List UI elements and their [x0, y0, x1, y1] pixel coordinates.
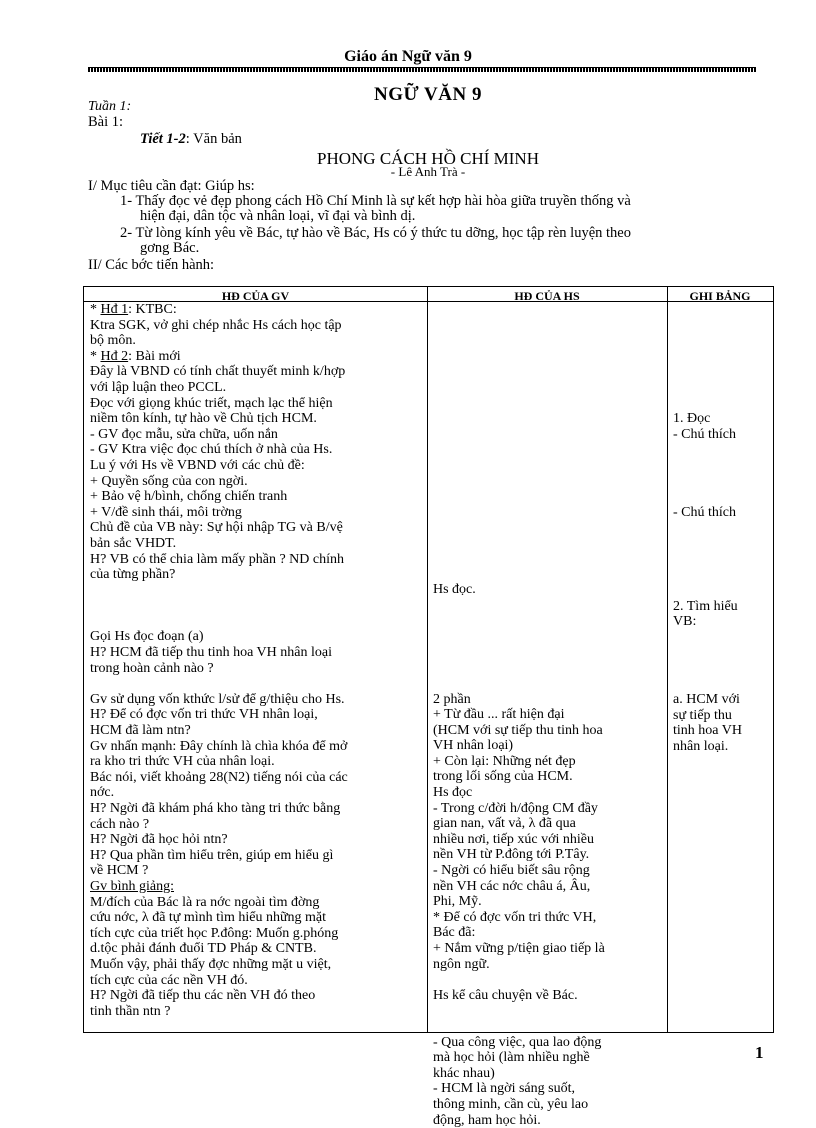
student-activity-line — [433, 598, 665, 614]
page-number: 1 — [755, 1043, 764, 1062]
line-text: HCM đã làm ntn? — [90, 723, 191, 739]
steps-heading: II/ Các bớc tiến hành: — [88, 257, 215, 273]
board-note-line — [673, 645, 771, 661]
teacher-activity-line — [90, 973, 424, 989]
teacher-activity-line — [90, 801, 424, 817]
line-text: bản sắc VHDT. — [90, 535, 177, 551]
student-activity-line: nền VH các nớc châu á, Âu, — [433, 878, 591, 894]
student-activity-line: nền VH từ P.đông tới P.Tây. — [433, 847, 590, 863]
line-text: - GV Ktra việc đọc chú thích ở nhà của Hs. — [90, 442, 333, 458]
student-activity-line: Hs đọc — [433, 785, 473, 801]
student-activity-line: * Để có đợc vốn tri thức VH, — [433, 909, 597, 925]
teacher-activity-line — [90, 739, 424, 755]
student-activity-line — [433, 551, 665, 567]
teacher-activity-line — [90, 567, 424, 583]
student-activity-line: động, ham học hỏi. — [433, 1112, 541, 1128]
teacher-activity-line — [90, 832, 424, 848]
student-activity-line — [433, 972, 665, 988]
student-activity-line — [433, 473, 665, 489]
column-divider — [667, 287, 668, 1032]
board-note-line — [673, 443, 771, 459]
teacher-activity-line — [90, 536, 424, 552]
section-title: PHONG CÁCH HỒ CHÍ MINH — [317, 149, 539, 168]
line-text: Gọi Hs đọc đoạn (a) — [90, 629, 204, 645]
teacher-activity-line — [90, 817, 424, 833]
board-note-line: 1. Đọc — [673, 411, 711, 427]
student-activity-line — [433, 536, 665, 552]
column-header-teacher: HĐ CỦA GV — [221, 289, 290, 300]
objectives-heading: I/ Mục tiêu cần đạt: Giúp hs: — [88, 178, 255, 194]
teacher-activity-line — [90, 380, 424, 396]
board-note-line — [673, 552, 771, 568]
teacher-activity-line — [90, 520, 424, 536]
teacher-activity-line — [90, 770, 424, 786]
student-activity-line: (HCM với sự tiếp thu tinh hoa — [433, 722, 603, 738]
line-text: Gv sử dụng vốn kthức l/sử để g/thiệu cho Hs. — [90, 691, 345, 707]
board-note-line — [673, 521, 771, 537]
line-text: H? Ngời đã khám phá kho tàng tri thức bằng — [90, 801, 341, 816]
underlined-label: Hđ 1 — [100, 302, 129, 317]
teacher-activity-line — [90, 754, 424, 770]
teacher-activity-line — [90, 396, 424, 412]
student-activity-line: - Qua công việc, qua lao động — [433, 1034, 602, 1050]
lesson-label: Bài 1: — [88, 114, 124, 130]
line-text: H? Qua phần tìm hiểu trên, giúp em hiểu gì — [90, 847, 334, 863]
line-text: Đọc với giọng khúc triết, mạch lạc thể hiện — [90, 395, 333, 411]
column-divider — [427, 287, 428, 1032]
board-note-line: 2. Tìm hiểu — [673, 598, 738, 614]
teacher-activity-line — [90, 442, 424, 458]
line-text: tích cực của triết học P.đông: Muốn g.phóng — [90, 925, 339, 941]
student-activity-line: Hs đọc. — [433, 582, 476, 598]
teacher-activity-line — [90, 505, 424, 521]
teacher-activity-line — [90, 988, 424, 1004]
period-label: Tiết 1-2 — [140, 131, 186, 147]
board-note-line — [673, 567, 771, 583]
student-activity-line — [433, 458, 665, 474]
teacher-activity-line — [90, 848, 424, 864]
student-activity-line — [433, 1003, 665, 1019]
student-activity-line: mà học hỏi (làm nhiều nghề — [433, 1050, 590, 1066]
line-text: tinh thần ntn ? — [90, 1003, 171, 1019]
student-activity-line — [433, 1019, 665, 1035]
student-activity-line: nhiều nơi, tiếp xúc với nhiều — [433, 831, 594, 847]
teacher-activity-line — [90, 879, 424, 895]
teacher-activity-line — [90, 302, 424, 318]
board-note-line — [673, 365, 771, 381]
student-activity-line — [433, 676, 665, 692]
line-text: của từng phần? — [90, 567, 176, 583]
board-note-line: tinh hoa VH — [673, 723, 742, 739]
author: - Lê Anh Trà - — [390, 164, 466, 179]
teacher-activity-line — [90, 895, 424, 911]
objective-1-line-1: 1- Thấy đọc vẻ đẹp phong cách Hồ Chí Minh là sự kết hợp hài hòa giữa truyền thống và — [120, 193, 631, 209]
teacher-activity-line — [90, 785, 424, 801]
header-title: Giáo án Ngữ văn 9 — [344, 48, 472, 65]
student-activity-line — [433, 660, 665, 676]
line-text: + V/đề sinh thái, môi trờng — [90, 504, 242, 520]
line-text: M/đích của Bác là ra nớc ngoài tìm đờng — [90, 894, 320, 910]
teacher-activity-line — [90, 349, 424, 365]
board-note-line — [673, 396, 771, 412]
teacher-activity-line — [90, 863, 424, 879]
line-text: ra kho tri thức VH của nhân loại. — [90, 754, 275, 770]
teacher-activity-line — [90, 707, 424, 723]
line-text: d.tộc phải đánh đuổi TD Pháp & CNTB. — [90, 941, 317, 957]
line-text: trong hoàn cảnh nào ? — [90, 660, 214, 676]
board-note-line — [673, 349, 771, 365]
student-activity-line: VH nhân loại) — [433, 738, 514, 754]
student-activity-line — [433, 504, 665, 520]
board-note-line — [673, 474, 771, 490]
line-text: cách nào ? — [90, 816, 150, 832]
student-activity-line — [433, 629, 665, 645]
teacher-activity-line — [90, 474, 424, 490]
period-text: : Văn bản — [185, 131, 242, 147]
board-note-line — [673, 676, 771, 692]
line-text: Lu ý với Hs về VBND với các chủ đề: — [90, 457, 305, 473]
student-activity-line: ngôn ngữ. — [433, 956, 490, 972]
teacher-activity-line — [90, 598, 424, 614]
board-note-line — [673, 661, 771, 677]
column-header-student: HĐ CỦA HS — [514, 289, 580, 300]
teacher-activity-line — [90, 692, 424, 708]
teacher-activity-line — [90, 427, 424, 443]
line-text: : Bài mới — [128, 348, 181, 364]
student-activity-line: 2 phần — [433, 691, 471, 707]
teacher-activity-line — [90, 614, 424, 630]
teacher-activity-line — [90, 676, 424, 692]
underlined-label: Hđ 2 — [100, 348, 129, 364]
student-activity-line: khác nhau) — [433, 1065, 495, 1081]
line-text: H? VB có thể chia làm mấy phần ? ND chính — [90, 551, 345, 567]
line-text: tích cực của các nền VH đó. — [90, 972, 248, 988]
teacher-activity-column — [90, 302, 424, 1019]
week-label: Tuần 1: — [88, 99, 132, 114]
line-text: nớc. — [90, 785, 115, 801]
teacher-activity-line — [90, 645, 424, 661]
objective-2-line-2: gơng Bác. — [140, 240, 200, 256]
student-activity-line — [433, 442, 665, 458]
teacher-activity-line — [90, 661, 424, 677]
teacher-activity-line — [90, 723, 424, 739]
column-header-board: GHI BẢNG — [689, 289, 751, 300]
student-activity-line: + Từ đầu ... rất hiện đại — [433, 707, 565, 723]
student-activity-line: + Còn lại: Những nét đẹp — [433, 753, 576, 769]
student-activity-line: trong lối sống của HCM. — [433, 769, 573, 785]
line-text: bộ môn. — [90, 333, 136, 349]
board-note-line — [673, 583, 771, 599]
student-activity-line: Hs kể câu chuyện về Bác. — [433, 987, 578, 1003]
student-activity-line — [433, 520, 665, 536]
teacher-activity-line — [90, 364, 424, 380]
teacher-activity-line — [90, 552, 424, 568]
teacher-activity-line — [90, 629, 424, 645]
line-text: niềm tôn kính, tự hào về Chủ tịch HCM. — [90, 411, 317, 427]
student-activity-line — [433, 489, 665, 505]
teacher-activity-line — [90, 489, 424, 505]
board-note-line — [673, 489, 771, 505]
underlined-label: Gv bình giảng: — [90, 878, 174, 894]
teacher-activity-line — [90, 333, 424, 349]
teacher-activity-line — [90, 941, 424, 957]
board-notes-column — [673, 349, 771, 754]
board-note-line: a. HCM với — [673, 692, 740, 708]
board-note-line — [673, 380, 771, 396]
teacher-activity-line — [90, 458, 424, 474]
line-text: : KTBC: — [128, 302, 177, 317]
board-note-line: sự tiếp thu — [673, 707, 732, 723]
student-activity-line: - Trong c/đời h/động CM đầy — [433, 800, 598, 816]
teacher-activity-line — [90, 957, 424, 973]
line-text: Bác nói, viết khoảng 28(N2) tiếng nói của các — [90, 769, 348, 785]
line-text: H? Để có đợc vốn tri thức VH nhân loại, — [90, 707, 318, 723]
teacher-activity-line — [90, 411, 424, 427]
line-text: * — [90, 302, 101, 317]
board-note-line: - Chú thích — [673, 426, 736, 442]
student-activity-line — [433, 567, 665, 583]
line-text: * — [90, 348, 101, 364]
student-activity-line — [433, 645, 665, 661]
period-line — [140, 131, 242, 147]
line-text: Gv nhấn mạnh: Đây chính là chìa khóa để mở — [90, 738, 348, 754]
line-text: - GV đọc mẫu, sửa chữa, uốn nắn — [90, 426, 278, 442]
lesson-table — [83, 286, 774, 1128]
board-note-line: - Chú thích — [673, 504, 736, 520]
board-note-line — [673, 630, 771, 646]
board-note-line: nhân loại. — [673, 738, 729, 754]
teacher-activity-line — [90, 926, 424, 942]
line-text: + Bảo vệ h/bình, chống chiến tranh — [90, 489, 288, 505]
line-text: cứu nớc, λ đã tự mình tìm hiểu những mặt — [90, 910, 327, 926]
student-activity-line: thông minh, cần cù, yêu lao — [433, 1096, 589, 1112]
student-activity-line: gian nan, vất vả, λ đã qua — [433, 816, 576, 832]
board-note-line — [673, 536, 771, 552]
teacher-activity-line — [90, 318, 424, 334]
line-text: H? Ngời đã học hỏi ntn? — [90, 832, 228, 848]
teacher-activity-line — [90, 910, 424, 926]
student-activity-line: Bác đã: — [433, 925, 476, 941]
board-note-line: VB: — [673, 614, 697, 630]
student-activity-column — [433, 442, 665, 1128]
line-text: Ktra SGK, vở ghi chép nhắc Hs cách học tập — [90, 317, 342, 333]
objective-2-line-1: 2- Từ lòng kính yêu về Bác, tự hào về Bác, Hs có ý thức tu dỡng, học tập rèn luyện theo — [120, 225, 631, 241]
line-text: về HCM ? — [90, 863, 149, 879]
line-text: Muốn vậy, phải thấy đợc những mặt u việt, — [90, 956, 332, 972]
line-text: H? Ngời đã tiếp thu các nền VH đó theo — [90, 988, 316, 1004]
student-activity-line: Phi, Mỹ. — [433, 894, 482, 910]
line-text: + Quyền sống của con ngời. — [90, 473, 248, 489]
line-text: H? HCM đã tiếp thu tinh hoa VH nhân loại — [90, 645, 332, 661]
line-text: Chủ đề của VB này: Sự hội nhập TG và B/vệ — [90, 520, 343, 536]
board-note-line — [673, 458, 771, 474]
header-divider — [88, 67, 756, 72]
student-activity-line: - Ngời có hiểu biết sâu rộng — [433, 863, 590, 879]
student-activity-line: + Nắm vững p/tiện giao tiếp là — [433, 941, 605, 956]
document-title: NGỮ VĂN 9 — [374, 84, 482, 105]
student-activity-line: - HCM là ngời sáng suốt, — [433, 1081, 575, 1097]
objective-1-line-2: hiện đại, dân tộc và nhân loại, vĩ đại và bình dị. — [140, 208, 416, 224]
line-text: Đây là VBND có tính chất thuyết minh k/hợp — [90, 364, 346, 380]
line-text: với lập luận theo PCCL. — [90, 379, 227, 395]
teacher-activity-line — [90, 1004, 424, 1020]
student-activity-line — [433, 614, 665, 630]
teacher-activity-line — [90, 583, 424, 599]
